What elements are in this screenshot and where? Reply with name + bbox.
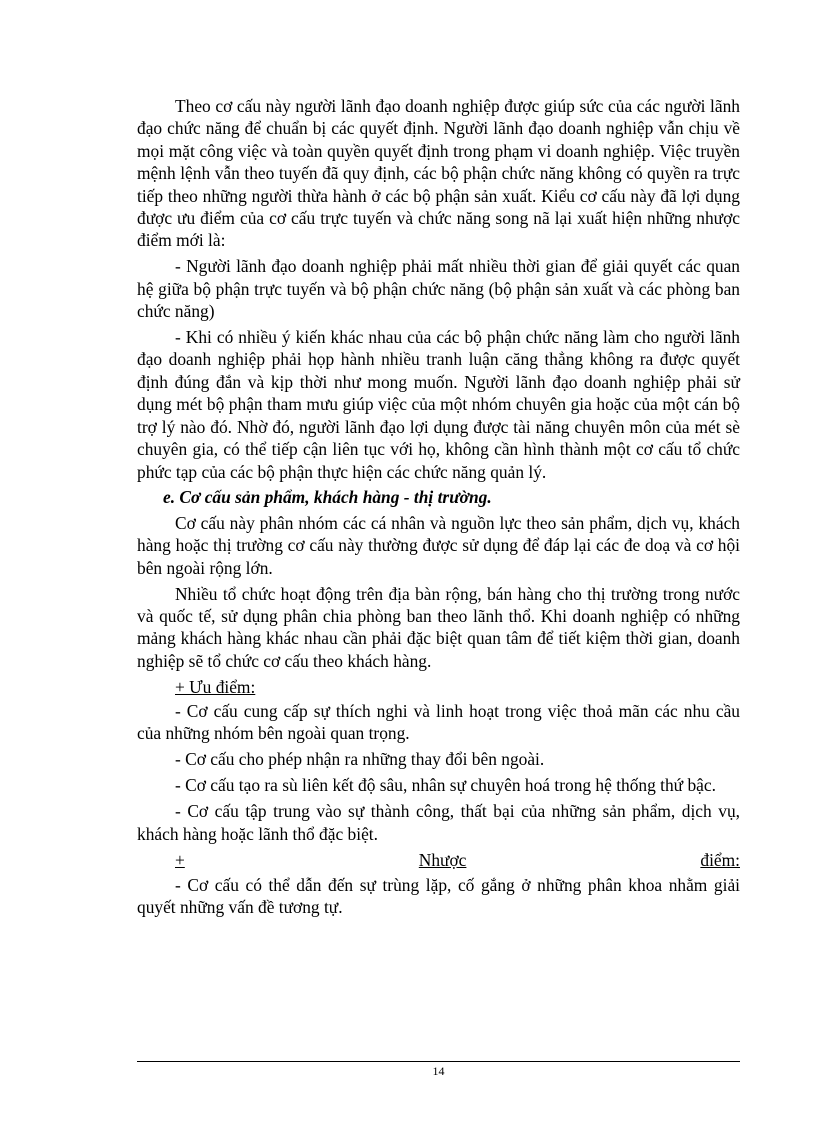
advantage-item: - Cơ cấu cho phép nhận ra những thay đổi bên ngoài. bbox=[175, 749, 545, 770]
paragraph: - Người lãnh đạo doanh nghiệp phải mất nhiều thời gian để giải quyết các quan hệ giữa bộ phận trực tuyến và bộ phận chức năng (bộ phận sản xuất và các phòng ban chức năng) bbox=[137, 256, 740, 322]
section-heading: e. Cơ cấu sản phẩm, khách hàng - thị trường. bbox=[163, 487, 492, 508]
disadvantage-item: - Cơ cấu có thể dẫn đến sự trùng lặp, cố gắng ở những phân khoa nhằm giải quyết những vấn đề tương tự. bbox=[137, 874, 740, 918]
disadvantages-heading-part: điểm: bbox=[700, 849, 740, 870]
advantage-item: - Cơ cấu tập trung vào sự thành công, thất bại của những sản phẩm, dịch vụ, khách hàng hoặc lãnh thổ đặc biệt. bbox=[137, 801, 740, 844]
advantage-item: - Cơ cấu cung cấp sự thích nghi và linh hoạt trong việc thoả mãn các nhu cầu của những nhóm bên ngoài quan trọng. bbox=[137, 701, 740, 744]
document-body bbox=[137, 95, 740, 922]
paragraph: Nhiều tổ chức hoạt động trên địa bàn rộng, bán hàng cho thị trường trong nước và quốc tế, sử dụng phân chia phòng ban theo lãnh thổ. Khi doanh nghiệp có những mảng khách hàng khác nhau cần phải đặc biệt quan tâm để tiết kiệm thời gian, doanh nghiệp sẽ tổ chức cơ cấu theo khách hàng. bbox=[137, 583, 740, 671]
disadvantages-heading-part: Nhược bbox=[418, 849, 467, 870]
paragraph: - Khi có nhiều ý kiến khác nhau của các bộ phận chức năng làm cho người lãnh đạo doanh nghiệp phải họp hành nhiều tranh luận căng thẳng không ra được quyết định đúng đắn và kịp thời như mong muốn. Người lãnh đạo doanh nghiệp phải sử dụng mét bộ phận tham mưu giúp việc của một nhóm chuyên gia hoặc của một cán bộ trợ lý nào đó. Nhờ đó, người lãnh đạo lợi dụng được tài năng chuyên môn của mét sè chuyên gia, có thể tiếp cận liên tục với họ, không cần hình thành một cơ cấu tổ chức phức tạp của các bộ phận thực hiện các chức năng quản lý. bbox=[137, 327, 740, 482]
advantage-item: - Cơ cấu tạo ra sù liên kết độ sâu, nhân sự chuyên hoá trong hệ thống thứ bậc. bbox=[175, 775, 716, 796]
disadvantages-heading-part: + bbox=[175, 849, 185, 870]
advantages-heading-text: + Ưu điểm: bbox=[175, 676, 256, 697]
advantages-heading bbox=[137, 676, 740, 698]
paragraph: Cơ cấu này phân nhóm các cá nhân và nguồn lực theo sản phẩm, dịch vụ, khách hàng hoặc thị trường cơ cấu này thường được sử dụng để đáp lại các đe doạ và cơ hội bên ngoài rộng lớn. bbox=[137, 512, 740, 578]
page-number: 14 bbox=[432, 1064, 445, 1078]
disadvantages-heading bbox=[137, 849, 740, 871]
footer-rule bbox=[137, 1061, 740, 1062]
paragraph: Theo cơ cấu này người lãnh đạo doanh nghiệp được giúp sức của các người lãnh đạo chức năng để chuẩn bị các quyết định. Người lãnh đạo doanh nghiệp vẫn chịu về mọi mặt công việc và toàn quyền quyết định trong phạm vi doanh nghiệp. Việc truyền mệnh lệnh vẫn theo tuyến đã quy định, các bộ phận chức năng không có quyền ra trực tiếp theo những người thừa hành ở các bộ phận sản xuất. Kiểu cơ cấu này đã lợi dụng được ưu điểm của cơ cấu trực tuyến và chức năng song nã lại xuất hiện những nhược điểm mới là: bbox=[137, 96, 740, 251]
